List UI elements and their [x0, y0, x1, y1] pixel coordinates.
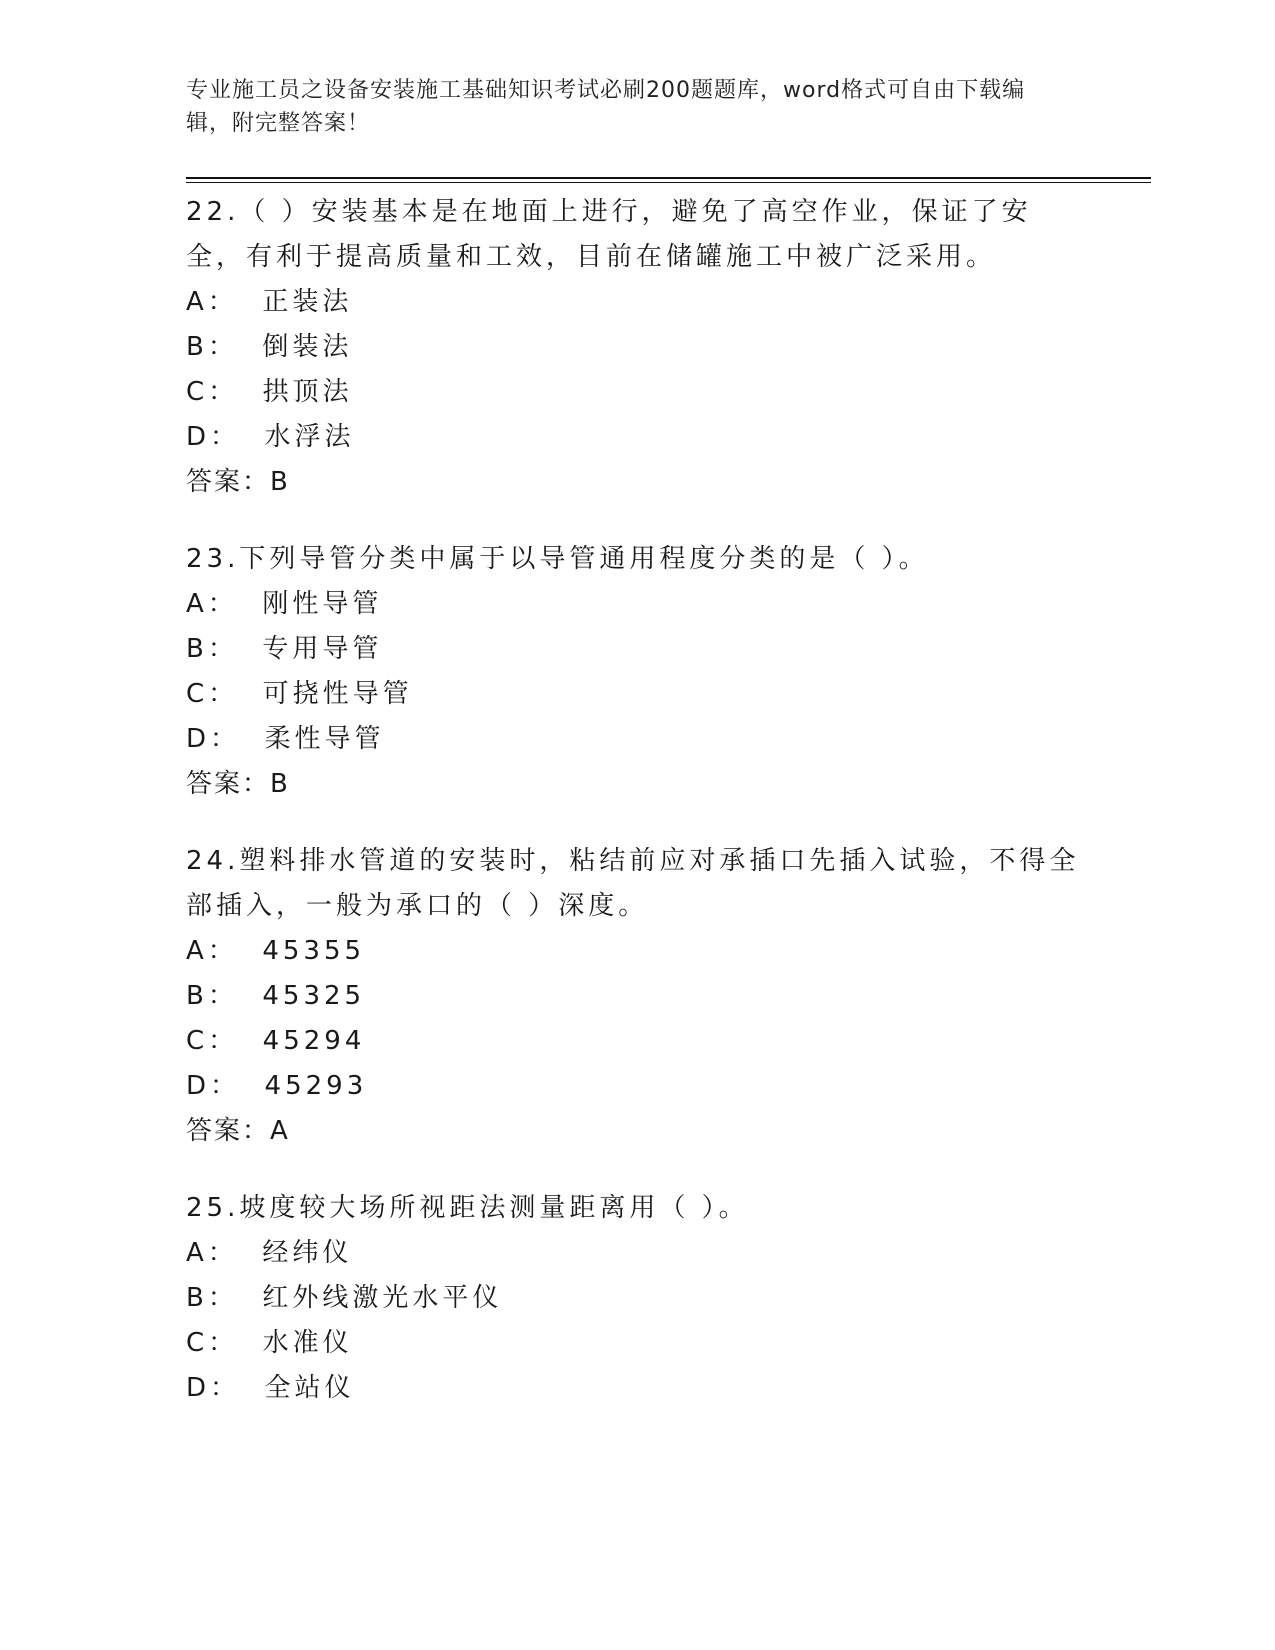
question-stem: 25.坡度较大场所视距法测量距离用（ ）。 — [186, 1193, 749, 1223]
option-d: D： 柔性导管 — [186, 724, 385, 754]
question-stem: 22.（ ）安装基本是在地面上进行，避免了高空作业，保证了安全，有利于提高质量和工效，目前在储罐施工中被广泛采用。 — [186, 197, 1032, 272]
option-c: C： 45294 — [186, 1026, 366, 1056]
option-b: B： 45325 — [186, 981, 366, 1011]
question-23 — [186, 537, 1086, 807]
question-25 — [186, 1186, 1086, 1411]
option-a: A： 正装法 — [186, 287, 353, 317]
question-stem: 24.塑料排水管道的安装时，粘结前应对承插口先插入试验，不得全部插入，一般为承口的（ ）深度。 — [186, 846, 1080, 921]
option-d: D： 水浮法 — [186, 422, 355, 452]
option-b: B： 红外线激光水平仪 — [186, 1283, 503, 1313]
option-a: A： 经纬仪 — [186, 1238, 353, 1268]
option-c: C： 水准仪 — [186, 1328, 353, 1358]
question-stem: 23.下列导管分类中属于以导管通用程度分类的是（ ）。 — [186, 544, 929, 574]
document-header: 专业施工员之设备安装施工基础知识考试必刷200题题库，word格式可自由下载编辑，附完整答案！ — [186, 78, 1026, 136]
answer: 答案：B — [186, 467, 290, 497]
answer: 答案：B — [186, 769, 290, 799]
header-divider-thick — [186, 177, 1151, 179]
question-list — [186, 190, 1086, 1443]
option-b: B： 专用导管 — [186, 634, 383, 664]
option-a: A： 刚性导管 — [186, 589, 383, 619]
option-c: C： 可挠性导管 — [186, 679, 413, 709]
question-22 — [186, 190, 1086, 505]
header-divider-thin — [186, 182, 1151, 183]
question-24 — [186, 839, 1086, 1154]
answer: 答案：A — [186, 1116, 290, 1146]
option-d: D： 45293 — [186, 1071, 368, 1101]
option-c: C： 拱顶法 — [186, 377, 353, 407]
option-b: B： 倒装法 — [186, 332, 353, 362]
option-d: D： 全站仪 — [186, 1373, 355, 1403]
option-a: A： 45355 — [186, 936, 366, 966]
